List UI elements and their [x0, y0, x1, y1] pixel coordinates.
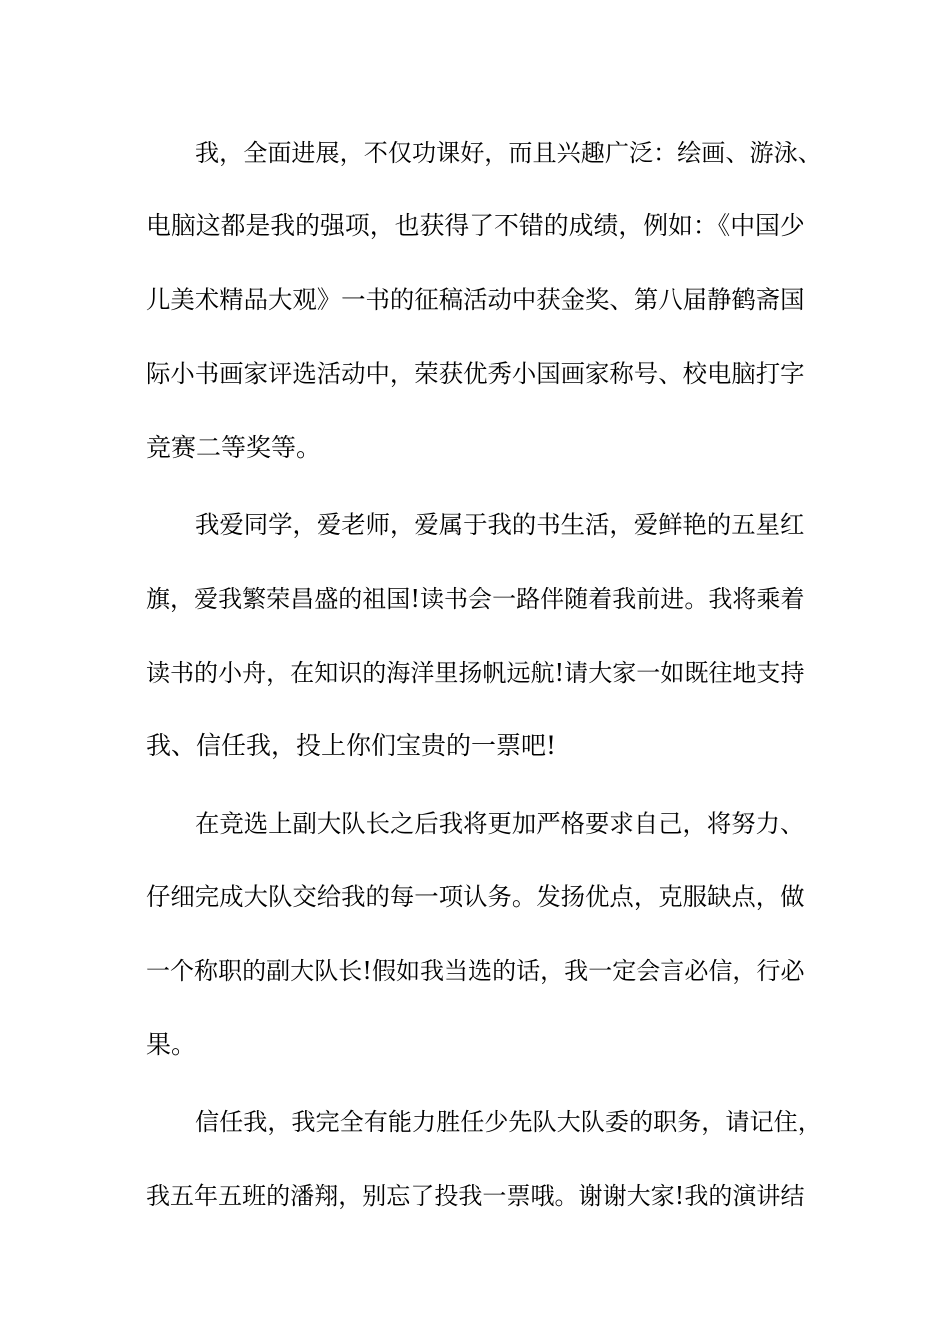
text-line-11-content: 仔细完成大队交给我的每一项认务。发扬优点，克服缺点，做 [146, 882, 805, 911]
text-line-4-content: 际小书画家评选活动中，荣获优秀小国画家称号、校电脑打字 [146, 359, 805, 388]
text-line-10-content: 在竞选上副大队长之后我将更加严格要求自己，将努力、 [195, 809, 805, 838]
text-line-3 [0, 280, 950, 320]
text-line-7 [0, 579, 950, 619]
text-line-12 [0, 951, 950, 991]
text-line-2-content: 电脑这都是我的强项，也获得了不错的成绩，例如：《中国少 [146, 211, 805, 240]
text-line-15 [0, 1176, 950, 1216]
text-line-14 [0, 1102, 950, 1142]
text-line-5-content: 竞赛二等奖等。 [146, 433, 322, 462]
text-line-12-content: 一个称职的副大队长!假如我当选的话，我一定会言必信，行必 [146, 957, 805, 985]
text-line-13 [0, 1025, 950, 1065]
text-line-1 [0, 133, 950, 173]
text-line-11 [0, 877, 950, 917]
text-line-10 [0, 804, 950, 844]
text-line-1-content: 我，全面进展，不仅功课好，而且兴趣广泛：绘画、游泳、 [195, 139, 822, 167]
text-line-8-content: 读书的小舟，在知识的海洋里扬帆远航!请大家一如既往地支持 [146, 659, 805, 687]
text-line-6 [0, 505, 950, 545]
text-line-9 [0, 726, 950, 766]
text-line-5 [0, 428, 950, 468]
text-line-4 [0, 354, 950, 394]
text-line-13-content: 果。 [146, 1030, 197, 1059]
text-line-2 [0, 206, 950, 246]
text-line-15-content: 我五年五班的潘翔，别忘了投我一票哦。谢谢大家!我的演讲结 [146, 1182, 805, 1210]
text-line-14-content: 信任我，我完全有能力胜任少先队大队委的职务，请记住， [195, 1108, 822, 1136]
text-line-6-content: 我爱同学，爱老师，爱属于我的书生活，爱鲜艳的五星红 [195, 510, 805, 539]
text-line-9-content: 我、信任我，投上你们宝贵的一票吧! [146, 731, 557, 760]
text-line-8 [0, 653, 950, 693]
text-line-7-content: 旗，爱我繁荣昌盛的祖国!读书会一路伴随着我前进。我将乘着 [146, 585, 805, 613]
text-line-3-content: 儿美术精品大观》一书的征稿活动中获金奖、第八届静鹤斋国 [146, 285, 805, 314]
